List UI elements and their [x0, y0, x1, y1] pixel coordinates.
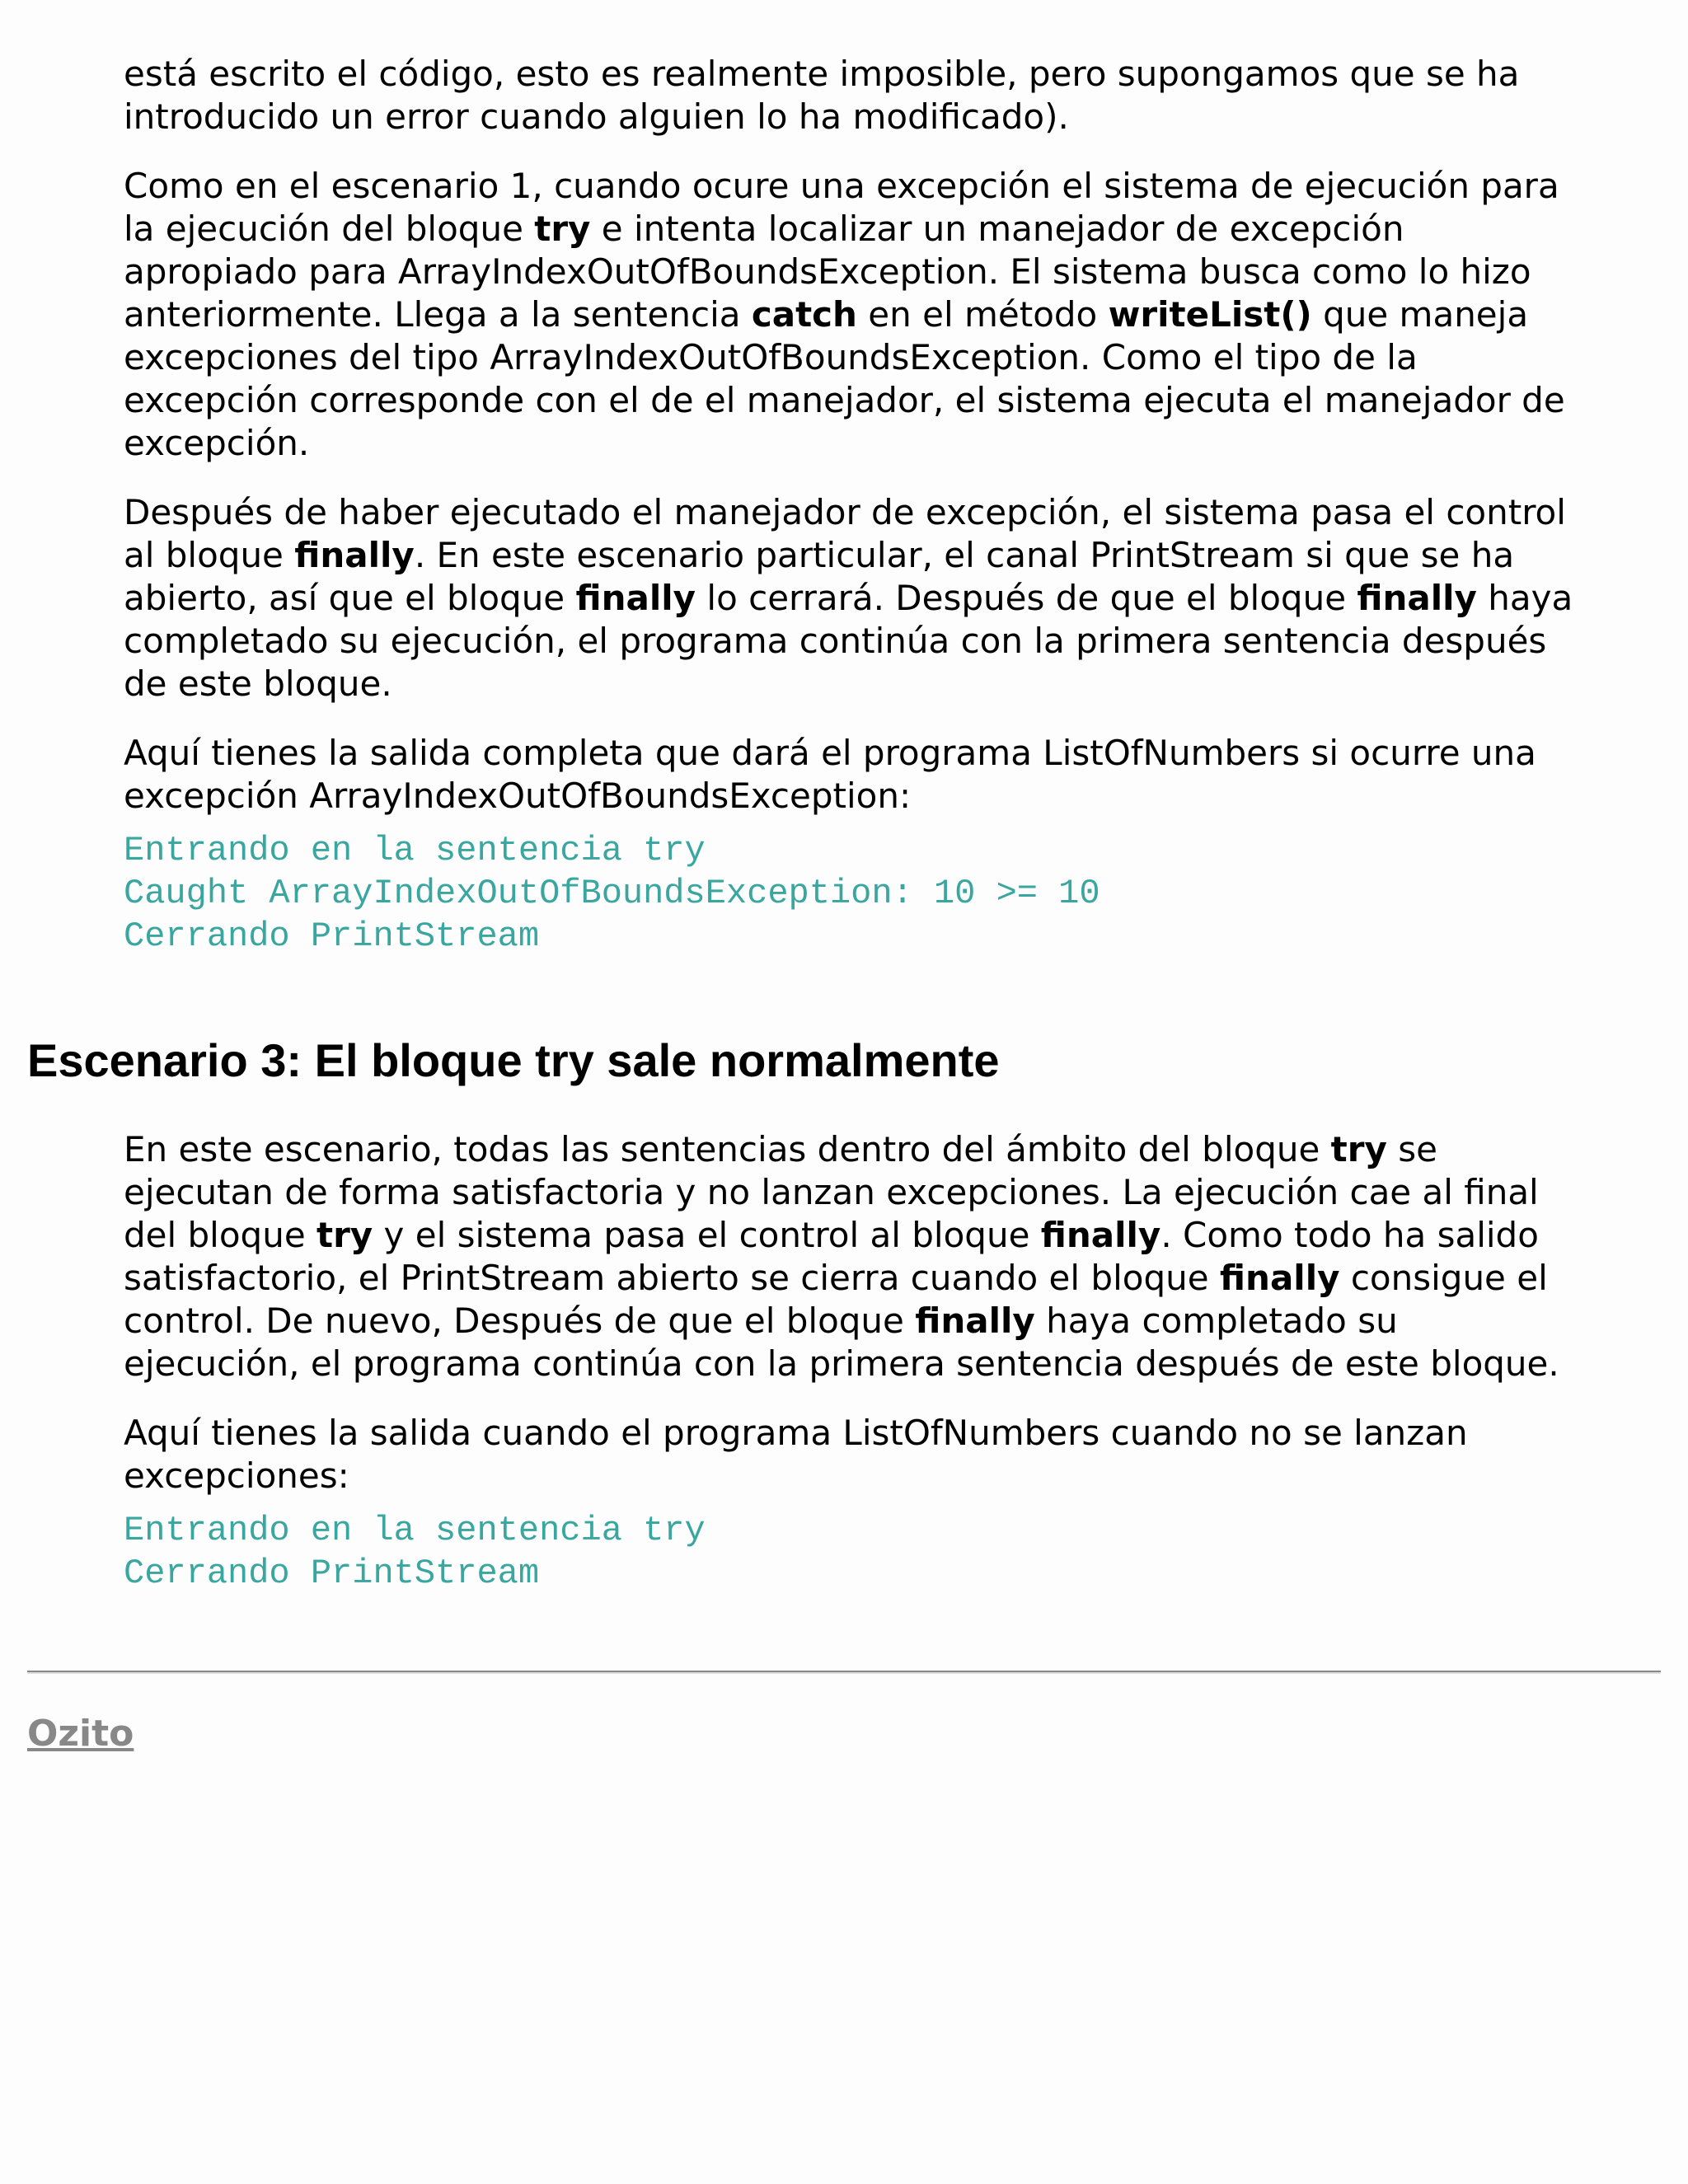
keyword-finally: finally — [915, 1301, 1035, 1341]
paragraph-continuation — [124, 53, 1574, 138]
text-run: en el método — [856, 294, 1109, 335]
text-run: haya completado su ejecución, el programa continúa con la primera sentencia después de este bloque. — [124, 578, 1573, 704]
keyword-try: try — [316, 1215, 373, 1255]
text-run: que maneja excepciones del tipo ArrayIndexOutOfBoundsException. Como el tipo de la excepción corresponde con el de el manejador, el sistema ejecuta el manejador de excepción. — [124, 294, 1565, 463]
keyword-finally: finally — [1219, 1258, 1340, 1298]
code-line: Cerrando PrintStream — [124, 916, 540, 956]
keyword-try: try — [534, 209, 591, 249]
text-run: . Como todo ha salido satisfactorio, el PrintStream abierto se cierra cuando el bloque — [124, 1215, 1539, 1298]
text-run: En este escenario, todas las sentencias dentro del ámbito del bloque — [124, 1129, 1331, 1169]
text-run: e intenta localizar un manejador de excepción apropiado para ArrayIndexOutOfBoundsException. El sistema busca como lo hizo anteriormente. Llega a la sentencia — [124, 209, 1531, 335]
keyword-try: try — [1330, 1129, 1387, 1169]
code-line: Cerrando PrintStream — [124, 1554, 540, 1593]
section3-content — [124, 1128, 1574, 1595]
text-run: y el sistema pasa el control al bloque — [373, 1215, 1041, 1255]
code-line: Caught ArrayIndexOutOfBoundsException: 10 >= 10 — [124, 874, 1100, 913]
keyword-writelist: writeList() — [1108, 294, 1312, 335]
code-output-block-2 — [124, 1509, 1574, 1595]
keyword-finally: finally — [1357, 578, 1477, 618]
keyword-finally: finally — [294, 535, 415, 575]
code-line: Entrando en la sentencia try — [124, 1511, 706, 1550]
keyword-finally: finally — [575, 578, 696, 618]
text-run: se ejecutan de forma satisfactoria y no lanzan excepciones. La ejecución cae al final del bloque — [124, 1129, 1539, 1255]
paragraph-output-intro: Aquí tienes la salida completa que dará el programa ListOfNumbers si ocurre una excepción ArrayIndexOutOfBoundsException: — [124, 733, 1536, 816]
text-run: haya completado su ejecución, el programa continúa con la primera sentencia después de este bloque. — [124, 1301, 1559, 1384]
paragraph-exception-search — [124, 165, 1574, 465]
intro-section — [124, 53, 1574, 958]
text-run: Después de haber ejecutado el manejador de excepción, el sistema pasa el control al bloque — [124, 492, 1566, 575]
paragraph-output-intro-2: Aquí tienes la salida cuando el programa ListOfNumbers cuando no se lanzan excepciones: — [124, 1413, 1468, 1496]
text-run: consigue el control. De nuevo, Después de que el bloque — [124, 1258, 1548, 1341]
text-run: . En este escenario particular, el canal PrintStream si que se ha abierto, así que el bloque — [124, 535, 1515, 618]
horizontal-rule — [27, 1671, 1661, 1674]
paragraph-text: está escrito el código, esto es realmente imposible, pero supongamos que se ha introducido un error cuando alguien lo ha modificado). — [124, 54, 1520, 137]
paragraph-normal-exit — [124, 1128, 1574, 1385]
section-heading: Escenario 3: El bloque try sale normalmente — [27, 1034, 1000, 1086]
ozito-link[interactable]: Ozito — [27, 1713, 134, 1755]
keyword-finally: finally — [1040, 1215, 1161, 1255]
text-run: Como en el escenario 1, cuando ocure una excepción el sistema de ejecución para la ejecución del bloque — [124, 166, 1559, 249]
text-run: lo cerrará. Después de que el bloque — [696, 578, 1357, 618]
code-output-block — [124, 829, 1574, 958]
keyword-catch: catch — [751, 294, 857, 335]
code-line: Entrando en la sentencia try — [124, 831, 706, 870]
paragraph-finally-control — [124, 491, 1574, 705]
